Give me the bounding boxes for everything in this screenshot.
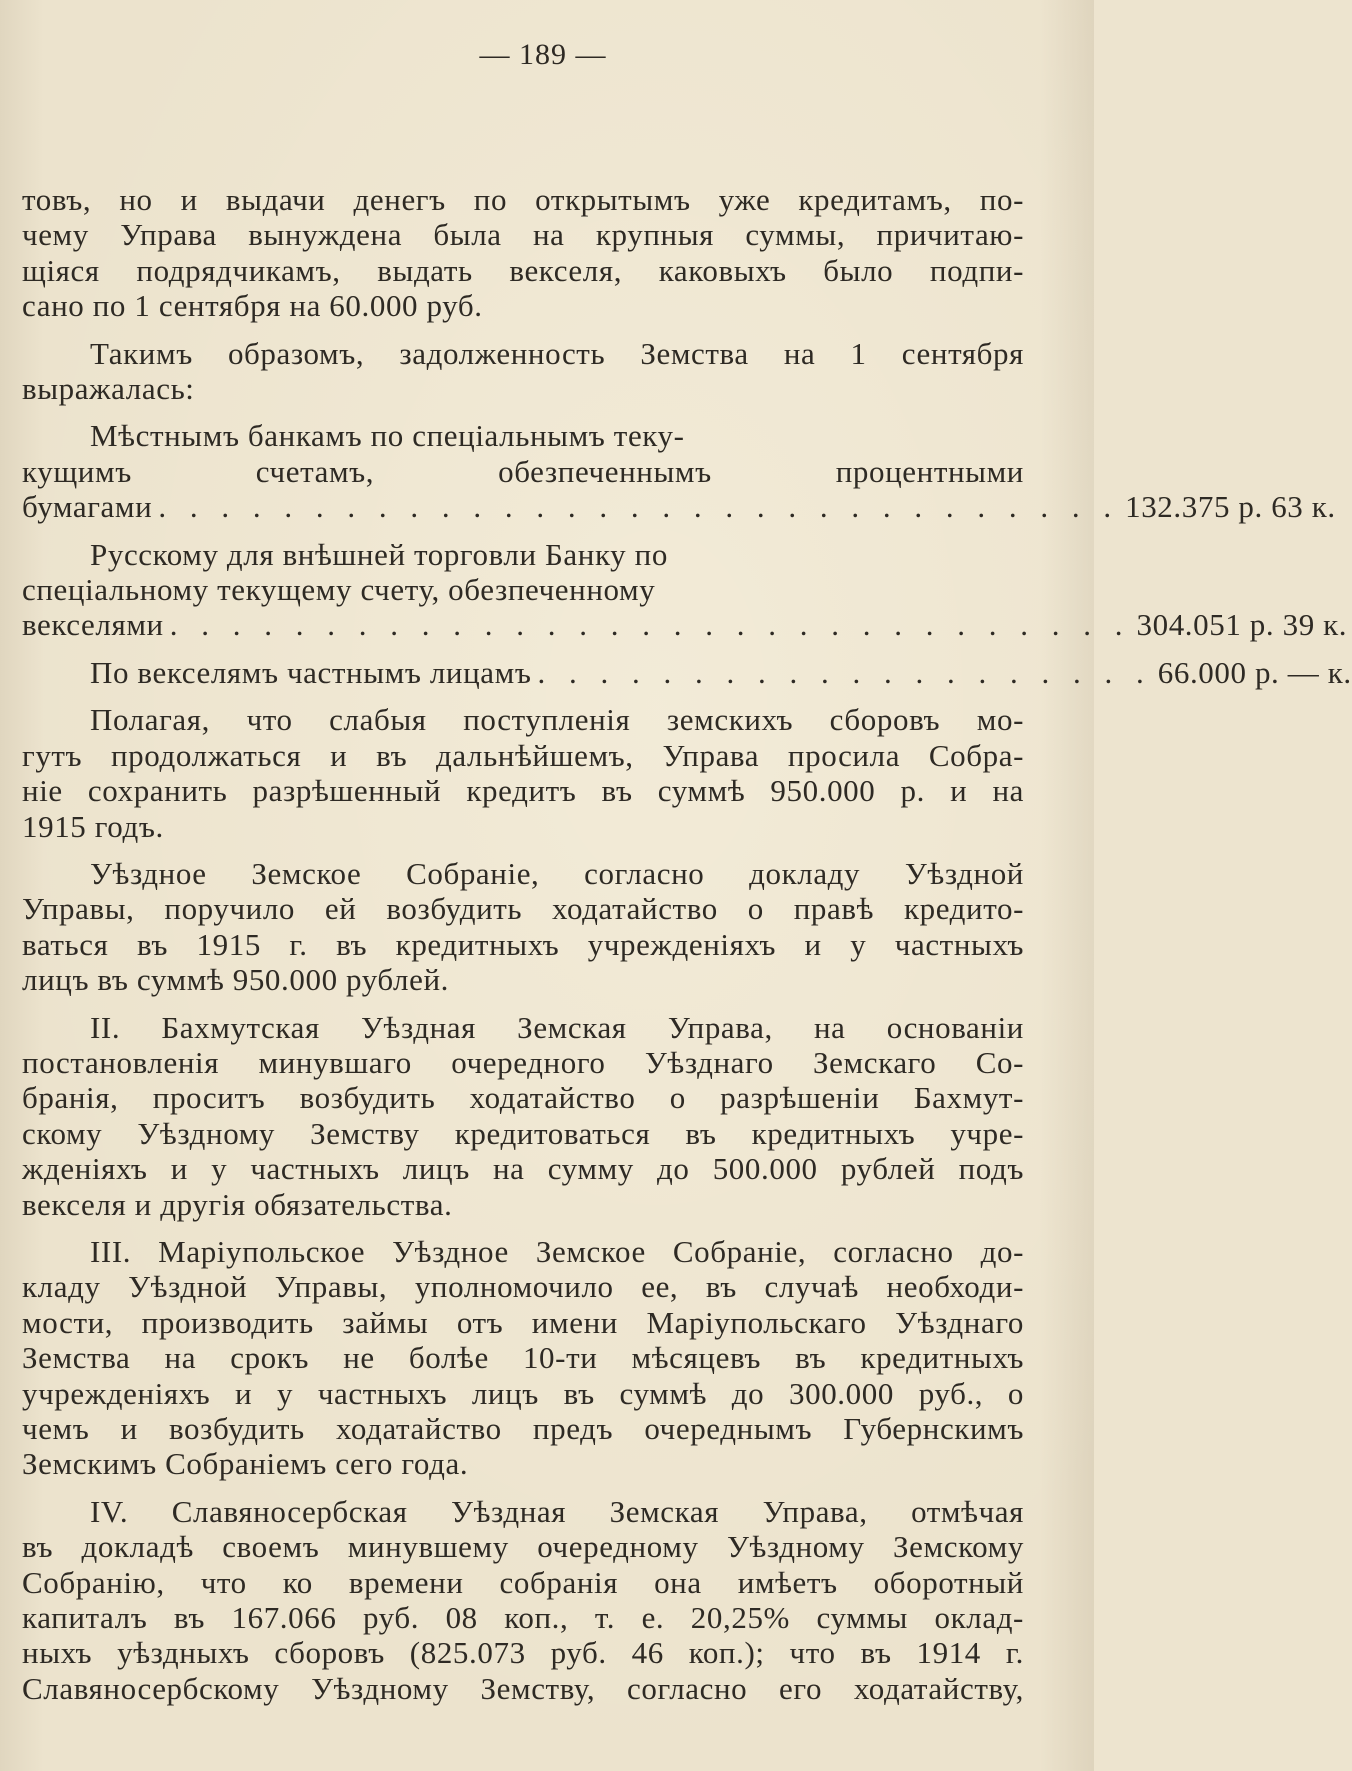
text-line: Уѣздное Земское Собраніе, согласно докладу Уѣздной: [90, 855, 1024, 891]
entry-label: бумагами: [22, 489, 153, 525]
document-body: [22, 182, 1352, 1706]
text-line: чему Управа вынуждена была на крупныя суммы, причитаю-: [22, 217, 1024, 253]
text-line: кладу Уѣздной Управы, уполномочило ее, въ случаѣ необходи-: [22, 1269, 1024, 1305]
entry-amount-row: [22, 489, 1336, 525]
text-line: векселя и другія обязательства.: [22, 1186, 453, 1222]
page-number: — 189 —: [479, 38, 607, 71]
text-line: капиталъ въ 167.066 руб. 08 коп., т. е. 20,25% суммы оклад-: [22, 1600, 1024, 1636]
entry-amount: 132.375 р. 63 к.: [1125, 489, 1336, 525]
text-line: Собранію, что ко времени собранія она имѣетъ оборотный: [22, 1564, 1024, 1600]
entry-amount-row: [22, 654, 1352, 690]
text-line: Славяносербскому Уѣздному Земству, согласно его ходатайству,: [22, 1670, 1024, 1706]
text-line: III. Маріупольское Уѣздное Земское Собраніе, согласно до-: [90, 1233, 1024, 1269]
text-line: щіяся подрядчикамъ, выдать векселя, каковыхъ было подпи-: [22, 252, 1024, 288]
entry-label: векселями: [22, 607, 164, 643]
debt-entry-foreign-trade-bank: [22, 536, 1348, 643]
paragraph-1: [22, 182, 1024, 324]
entry-amount-row: [22, 607, 1348, 643]
text-line: 1915 годъ.: [22, 808, 164, 844]
text-line: ніе сохранить разрѣшенный кредитъ въ суммѣ 950.000 р. и на: [22, 773, 1024, 809]
debt-entry-local-banks: [22, 418, 1336, 525]
text-line: сано по 1 сентября на 60.000 руб.: [22, 288, 483, 324]
text-line: жденіяхъ и у частныхъ лицъ на сумму до 500.000 рублей подъ: [22, 1151, 1024, 1187]
text-line: ваться въ 1915 г. въ кредитныхъ учрежденіяхъ и у частныхъ: [22, 926, 1024, 962]
text-line: Мѣстнымъ банкамъ по спеціальнымъ теку-: [90, 418, 685, 454]
text-line: спеціальному текущему счету, обезпеченному: [22, 572, 656, 608]
text-line: товъ, но и выдачи денегъ по открытымъ уже кредитамъ, по-: [22, 182, 1024, 217]
paragraph-2: [22, 336, 1024, 407]
entry-label: По векселямъ частнымъ лицамъ: [90, 654, 532, 690]
text-line: чемъ и возбудить ходатайство предъ очереднымъ Губернскимъ: [22, 1411, 1024, 1446]
dot-leader: . . . . . . . . . . . . . . . . . . . . . . . . . . . . . . .: [169, 607, 1131, 643]
text-line: бранія, проситъ возбудить ходатайство о разрѣшеніи Бахмут-: [22, 1080, 1024, 1116]
text-line: выражалась:: [22, 371, 195, 407]
paragraph-5: [22, 1010, 1024, 1222]
text-line: кущимъ счетамъ, обезпеченнымъ процентными: [22, 453, 1024, 489]
text-line: Земства на срокъ не болѣе 10-ти мѣсяцевъ въ кредитныхъ: [22, 1340, 1024, 1376]
dot-leader: . . . . . . . . . . . . . . . . . . . . . . . . . . . . . . .: [158, 489, 1120, 525]
dot-leader: . . . . . . . . . . . . . . . . . . . .: [537, 654, 1152, 690]
paragraph-3: [22, 702, 1024, 844]
text-line: Такимъ образомъ, задолженность Земства на 1 сентября: [90, 335, 1024, 371]
text-line: IV. Славяносербская Уѣздная Земская Управа, отмѣчая: [90, 1493, 1024, 1529]
text-line: II. Бахмутская Уѣздная Земская Управа, на основаніи: [90, 1009, 1024, 1045]
paragraph-6: [22, 1234, 1024, 1482]
entry-amount: 66.000 р. — к.: [1157, 654, 1352, 690]
text-line: гутъ продолжаться и въ дальнѣйшемъ, Управа просила Собра-: [22, 737, 1024, 773]
text-line: Управы, поручило ей возбудить ходатайство о правѣ кредито-: [22, 891, 1024, 927]
text-line: Русскому для внѣшней торговли Банку по: [90, 536, 668, 572]
text-line: лицъ въ суммѣ 950.000 рублей.: [22, 962, 449, 998]
text-line: въ докладѣ своемъ минувшему очередному Уѣздному Земскому: [22, 1529, 1024, 1565]
text-line: ныхъ уѣздныхъ сборовъ (825.073 руб. 46 коп.); что въ 1914 г.: [22, 1635, 1024, 1671]
text-line: Земскимъ Собраніемъ сего года.: [22, 1446, 469, 1482]
text-line: учрежденіяхъ и у частныхъ лицъ въ суммѣ до 300.000 руб., о: [22, 1375, 1024, 1411]
entry-amount: 304.051 р. 39 к.: [1136, 607, 1348, 643]
text-line: Полагая, что слабыя поступленія земскихъ сборовъ мо-: [90, 702, 1024, 738]
text-line: постановленія минувшаго очередного Уѣзднаго Земскаго Со-: [22, 1044, 1024, 1080]
paragraph-4: [22, 856, 1024, 998]
text-line: мости, производить займы отъ имени Маріупольскаго Уѣзднаго: [22, 1304, 1024, 1340]
debt-entry-private-persons: [22, 654, 1352, 690]
text-line: скому Уѣздному Земству кредитоваться въ кредитныхъ учре-: [22, 1115, 1024, 1151]
paragraph-7: [22, 1494, 1024, 1706]
